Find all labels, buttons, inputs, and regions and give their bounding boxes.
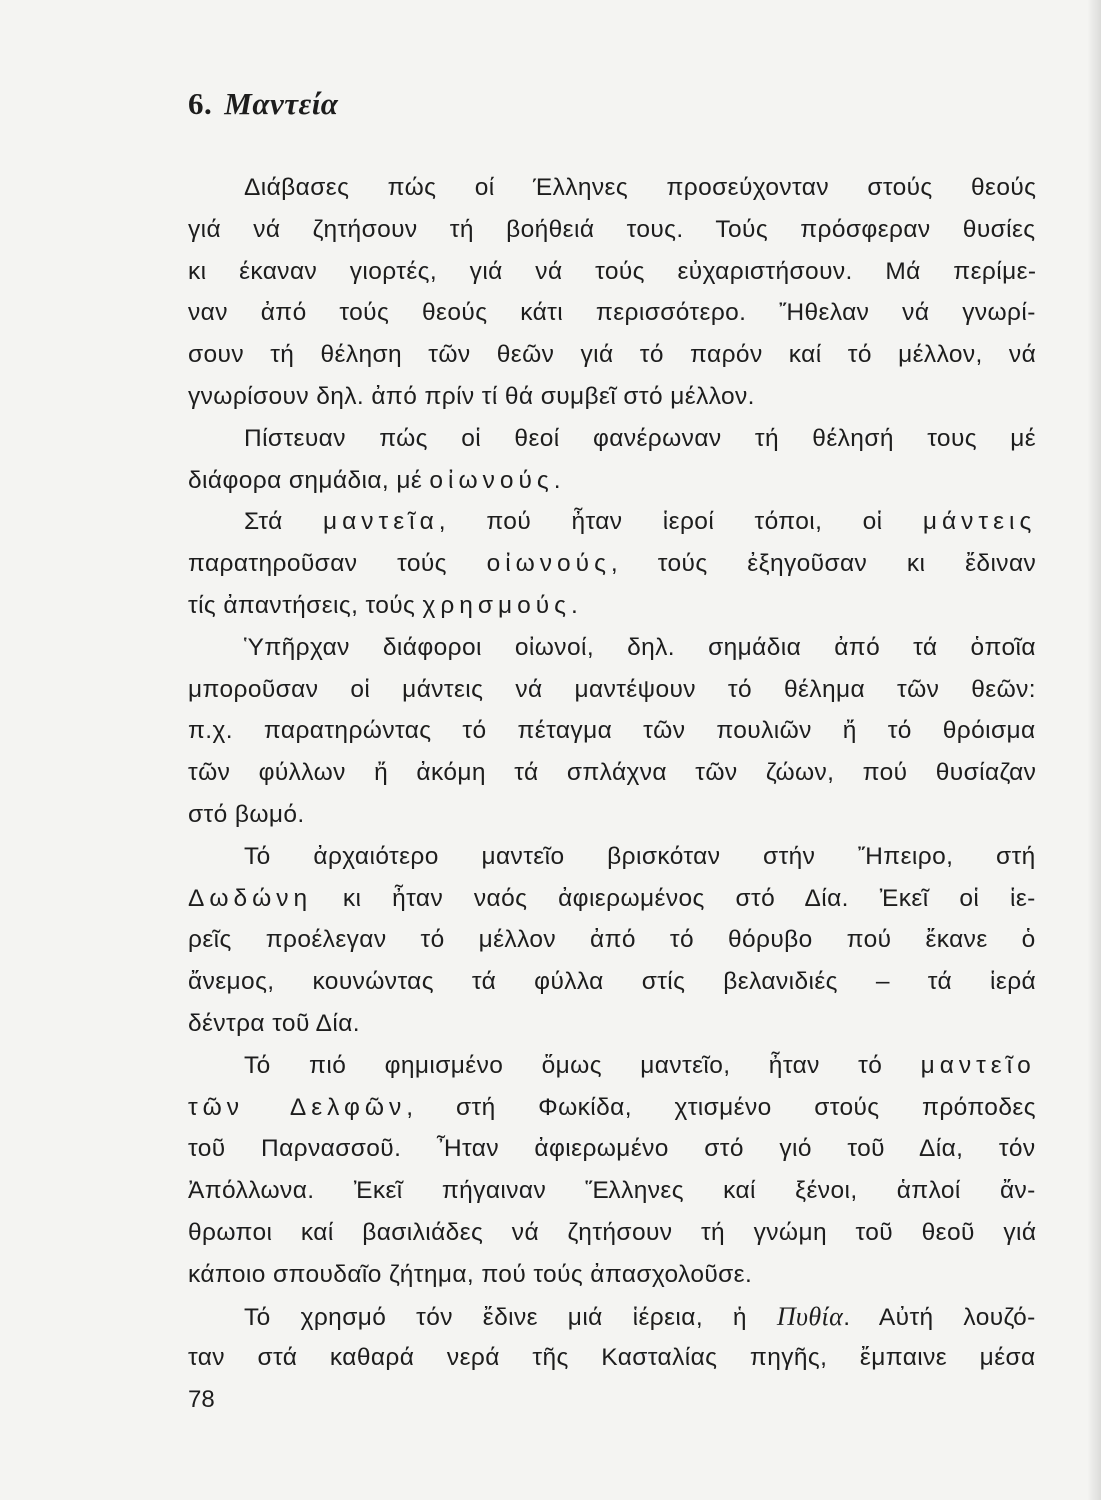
- text-run: Διάβασες πώς οί Έλληνες προσεύχονταν στούς θεούς: [244, 174, 1037, 201]
- text-line: [188, 460, 1036, 502]
- text-run: παρατηροῦσαν τούς: [188, 550, 487, 578]
- text-line: [188, 251, 1036, 293]
- text-run: ἄνεμος, κουνώντας τά φύλλα στίς βελανιδιές – τά ἱερά: [188, 968, 1037, 996]
- spaced-term: μάντεις: [922, 508, 1037, 536]
- text-line: [188, 961, 1036, 1003]
- text-line: [188, 167, 1036, 209]
- section-heading: [188, 86, 338, 122]
- page-edge-shadow: [1087, 0, 1101, 1500]
- text-line: [188, 1128, 1036, 1170]
- text-line: [188, 501, 1036, 543]
- text-line: [188, 878, 1036, 920]
- text-line: [188, 1212, 1036, 1254]
- text-line: [188, 585, 1036, 627]
- text-line: [188, 1254, 1036, 1296]
- text-run: τῶν φύλλων ἤ ἀκόμη τά σπλάχνα τῶν ζώων, πού θυσίαζαν: [188, 759, 1037, 787]
- text-line: [188, 1170, 1036, 1212]
- text-line: [188, 627, 1036, 669]
- text-line: [188, 292, 1036, 334]
- italic-term: Πυθία: [776, 1301, 844, 1331]
- text-run: . Αὐτή λουζό-: [843, 1303, 1036, 1331]
- text-run: Τό πιό φημισμένο ὅμως μαντεῖο, ἦταν τό: [244, 1051, 921, 1079]
- text-line: [188, 752, 1036, 794]
- text-line: [188, 334, 1036, 376]
- text-run: τοῦ Παρνασσοῦ. Ἦταν ἀφιερωμένο στό γιό τοῦ Δία, τόν: [188, 1135, 1036, 1163]
- text-run: , στή Φωκίδα, χτισμένο στούς πρόποδες: [406, 1093, 1036, 1121]
- body-text: [188, 167, 1036, 1379]
- text-run: κι ἦταν ναός ἀφιερωμένος στό Δία. Ἐκεῖ οἱ ἱε-: [312, 884, 1036, 912]
- text-run: κι έκαναν γιορτές, γιά νά τούς εὐχαριστήσουν. Μά περίμε-: [188, 257, 1037, 285]
- text-line: [188, 794, 1036, 836]
- text-run: ρεῖς προέλεγαν τό μέλλον ἀπό τό θόρυβο πού ἔκανε ὁ: [188, 926, 1036, 954]
- text-run: μποροῦσαν οἱ μάντεις νά μαντέψουν τό θέλημα τῶν θεῶν:: [188, 675, 1036, 703]
- text-run: γιά νά ζητήσουν τή βοήθειά τους. Τούς πρόσφεραν θυσίες: [188, 215, 1036, 243]
- spaced-term: οἰωνούς: [429, 466, 554, 494]
- text-line: [188, 836, 1036, 878]
- spaced-term: χρησμούς: [422, 591, 571, 619]
- text-run: γνωρίσουν δηλ. ἀπό πρίν τί θά συμβεῖ στό μέλλον.: [188, 382, 755, 410]
- text-run: Τό χρησμό τόν ἔδινε μιά ἱέρεια, ἡ: [244, 1303, 777, 1331]
- text-line: [188, 919, 1036, 961]
- text-run: διάφορα σημάδια, μέ: [188, 466, 430, 494]
- section-title: Μαντεία: [224, 86, 339, 121]
- text-line: [188, 1003, 1036, 1045]
- text-run: στό βωμό.: [188, 800, 305, 828]
- text-run: Τό ἀρχαιότερο μαντεῖο βρισκόταν στήν Ἤπειρο, στή: [244, 842, 1036, 870]
- text-line: [188, 1296, 1036, 1338]
- spaced-term: μαντεῖο: [920, 1051, 1036, 1079]
- spaced-term: οἰωνούς: [486, 550, 611, 578]
- spaced-term: μαντεῖα: [323, 508, 439, 536]
- text-run: δέντρα τοῦ Δία.: [188, 1009, 360, 1037]
- text-line: [188, 710, 1036, 752]
- text-run: Ὑπῆρχαν διάφοροι οἰωνοί, δηλ. σημάδια ἀπό τά ὁποῖα: [244, 633, 1036, 661]
- text-run: Πίστευαν πώς οἱ θεοί φανέρωναν τή θέλησή τους μέ: [244, 424, 1037, 452]
- page-number: 78: [188, 1386, 215, 1413]
- text-run: Ἀπόλλωνα. Ἐκεῖ πήγαιναν Ἕλληνες καί ξένοι, ἁπλοί ἄν-: [188, 1177, 1036, 1205]
- text-run: Στά: [244, 508, 324, 536]
- text-line: [188, 1337, 1036, 1379]
- text-run: π.χ. παρατηρώντας τό πέταγμα τῶν πουλιῶν ἤ τό θρόισμα: [188, 717, 1036, 745]
- text-run: .: [553, 466, 561, 494]
- text-run: , πού ἦταν ἱεροί τόποι, οἱ: [438, 508, 923, 536]
- spaced-term: τῶν Δελφῶν: [188, 1093, 407, 1121]
- text-line: [188, 209, 1036, 251]
- spaced-term: Δωδώνη: [188, 884, 313, 912]
- text-line: [188, 1087, 1036, 1129]
- text-line: [188, 1045, 1036, 1087]
- text-run: κάποιο σπουδαῖο ζήτημα, πού τούς ἀπασχολοῦσε.: [188, 1260, 753, 1288]
- text-run: ταν στά καθαρά νερά τῆς Κασταλίας πηγῆς, ἔμπαινε μέσα: [188, 1344, 1036, 1372]
- text-run: , τούς ἐξηγοῦσαν κι ἔδιναν: [610, 550, 1037, 578]
- text-line: [188, 669, 1036, 711]
- text-line: [188, 543, 1036, 585]
- text-line: [188, 376, 1036, 418]
- text-run: .: [570, 591, 579, 619]
- text-run: ναν ἀπό τούς θεούς κάτι περισσότερο. Ἤθελαν νά γνωρί-: [188, 299, 1036, 327]
- section-number: 6.: [188, 86, 213, 121]
- text-run: σουν τή θέληση τῶν θεῶν γιά τό παρόν καί τό μέλλον, νά: [188, 341, 1037, 369]
- text-line: [188, 418, 1036, 460]
- text-run: τίς ἀπαντήσεις, τούς: [188, 591, 423, 619]
- text-run: θρωποι καί βασιλιάδες νά ζητήσουν τή γνώμη τοῦ θεοῦ γιά: [188, 1218, 1037, 1246]
